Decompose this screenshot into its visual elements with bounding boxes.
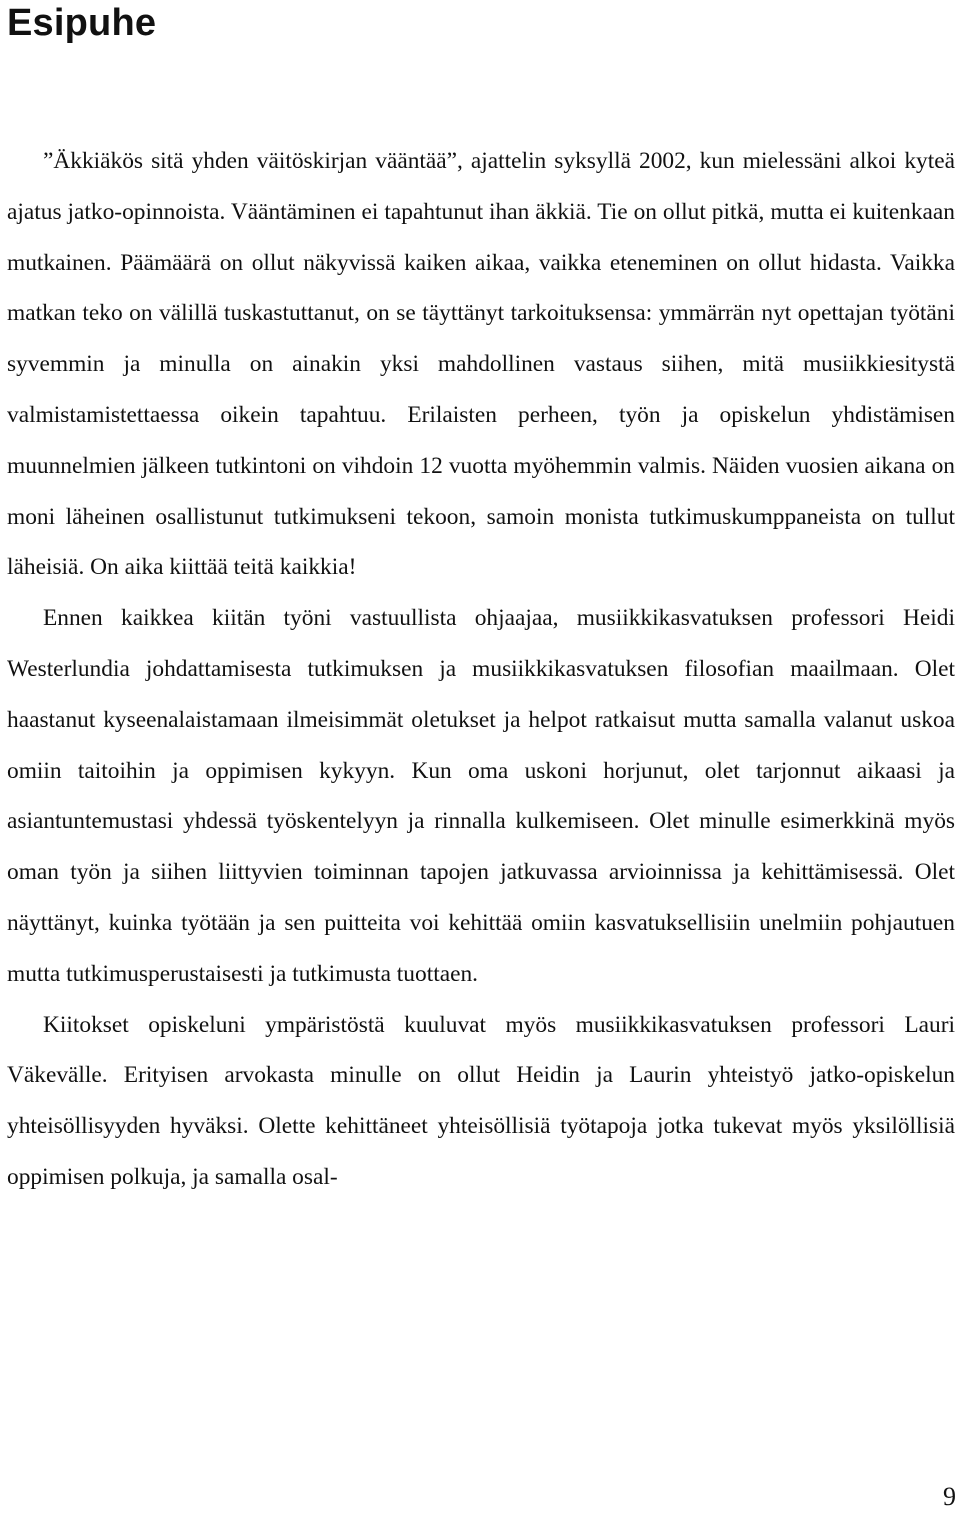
paragraph-intro: ”Äkkiäkös sitä yhden väitöskirjan vääntää”, ajattelin syksyllä 2002, kun mielessäni alkoi kyteä ajatus jatko-opinnoista. Vääntäminen ei tapahtunut ihan äkkiä. Tie on ollut pitkä, mutta ei kuitenkaan mutkainen. Päämäärä on ollut näkyvissä kaiken aikaa, vaikka eteneminen on ollut hidasta. Vaikka matkan teko on välillä tuskastuttanut, on se täyttänyt tarkoituksensa: ymmärrän nyt opettajan työtäni syvemmin ja minulla on ainakin yksi mahdollinen vastaus siihen, mitä musiikkiesitystä valmistamistettaessa oikein tapahtuu. Erilaisten perheen, työn ja opiskelun yhdistämisen muunnelmien jälkeen tutkintoni on vihdoin 12 vuotta myöhemmin valmis. Näiden vuosien aikana on moni läheinen osallistunut tutkimukseni tekoon, samoin monista tutkimuskumppaneista on tullut läheisiä. On aika kiittää teitä kaikkia!	[7, 148, 955, 581]
paragraph-professor-thanks: Kiitokset opiskeluni ympäristöstä kuuluvat myös musiikkikasvatuksen professori Lauri Väkevälle. Erityisen arvokasta minulle on ollut Heidin ja Laurin yhteistyö jatko-opiskelun yhteisöllisyyden hyväksi. Olette kehittäneet yhteisöllisiä työtapoja jotka tukevat myös yksilöllisiä oppimisen polkuja, ja samalla osal-	[7, 1011, 955, 1190]
body-text	[7, 136, 955, 1203]
page-heading: Esipuhe	[7, 2, 157, 44]
paragraph-supervisor-thanks: Ennen kaikkea kiitän työni vastuullista ohjaajaa, musiikkikasvatuksen professori Heidi Westerlundia johdattamisesta tutkimuksen ja musiikkikasvatuksen filosofian maailmaan. Olet haastanut kyseenalaistamaan ilmeisimmät oletukset ja helpot ratkaisut mutta samalla valanut uskoa omiin taitoihin ja oppimisen kykyyn. Kun oma uskoni horjunut, olet tarjonnut aikaasi ja asiantuntemustasi yhdessä työskentelyyn ja rinnalla kulkemiseen. Olet minulle esimerkkinä myös oman työn ja siihen liittyvien toiminnan tapojen jatkuvassa arvioinnissa ja kehittämisessä. Olet näyttänyt, kuinka työtään ja sen puitteita voi kehittää omiin kasvatuksellisiin unelmiin pohjautuen mutta tutkimusperustaisesti ja tutkimusta tuottaen.	[7, 605, 955, 987]
page-number: 9	[943, 1482, 956, 1511]
